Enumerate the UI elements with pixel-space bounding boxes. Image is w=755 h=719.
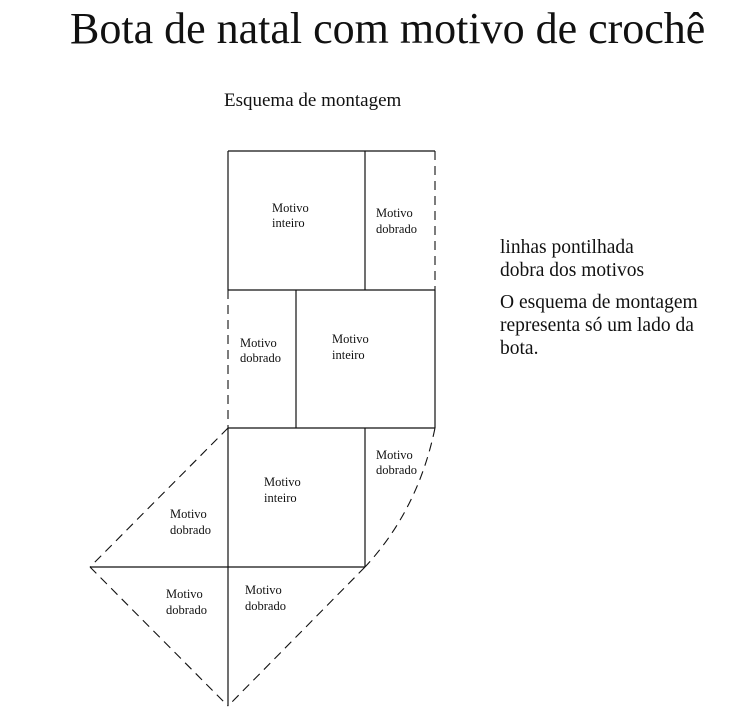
piece-3-line-2: dobrado [240,351,281,365]
piece-9-line-2: dobrado [245,599,286,613]
piece-9-line-1: Motivo [245,583,282,597]
piece-2-line-1: Motivo [376,206,413,220]
piece-3-line-1: Motivo [240,336,277,350]
piece-7-line-2: dobrado [170,523,211,537]
piece-5-line-2: dobrado [376,463,417,477]
piece-8-line-1: Motivo [166,587,203,601]
note-line-5: bota. [500,338,539,359]
piece-2-line-2: dobrado [376,222,417,236]
piece-1-line-1: Motivo [272,201,309,215]
note-line-1: linhas pontilhada [500,237,634,258]
note-line-2: dobra dos motivos [500,260,645,281]
piece-4-line-1: Motivo [332,332,369,346]
piece-1-line-2: inteiro [272,216,305,230]
note-line-4: representa só um lado da [500,315,694,336]
piece-6-line-1: Motivo [264,475,301,489]
fold-bottom-left-diagonal [90,567,228,706]
piece-7-line-1: Motivo [170,507,207,521]
page-title: Bota de natal com motivo de crochê [70,4,706,53]
piece-labels [166,201,417,617]
piece-4-line-2: inteiro [332,348,365,362]
piece-5-line-1: Motivo [376,448,413,462]
note-line-3: O esquema de montagem [500,292,698,313]
piece-8-line-2: dobrado [166,603,207,617]
diagram-subtitle: Esquema de montagem [224,90,402,111]
fold-left-diagonal [90,428,228,567]
piece-6-line-2: inteiro [264,491,297,505]
